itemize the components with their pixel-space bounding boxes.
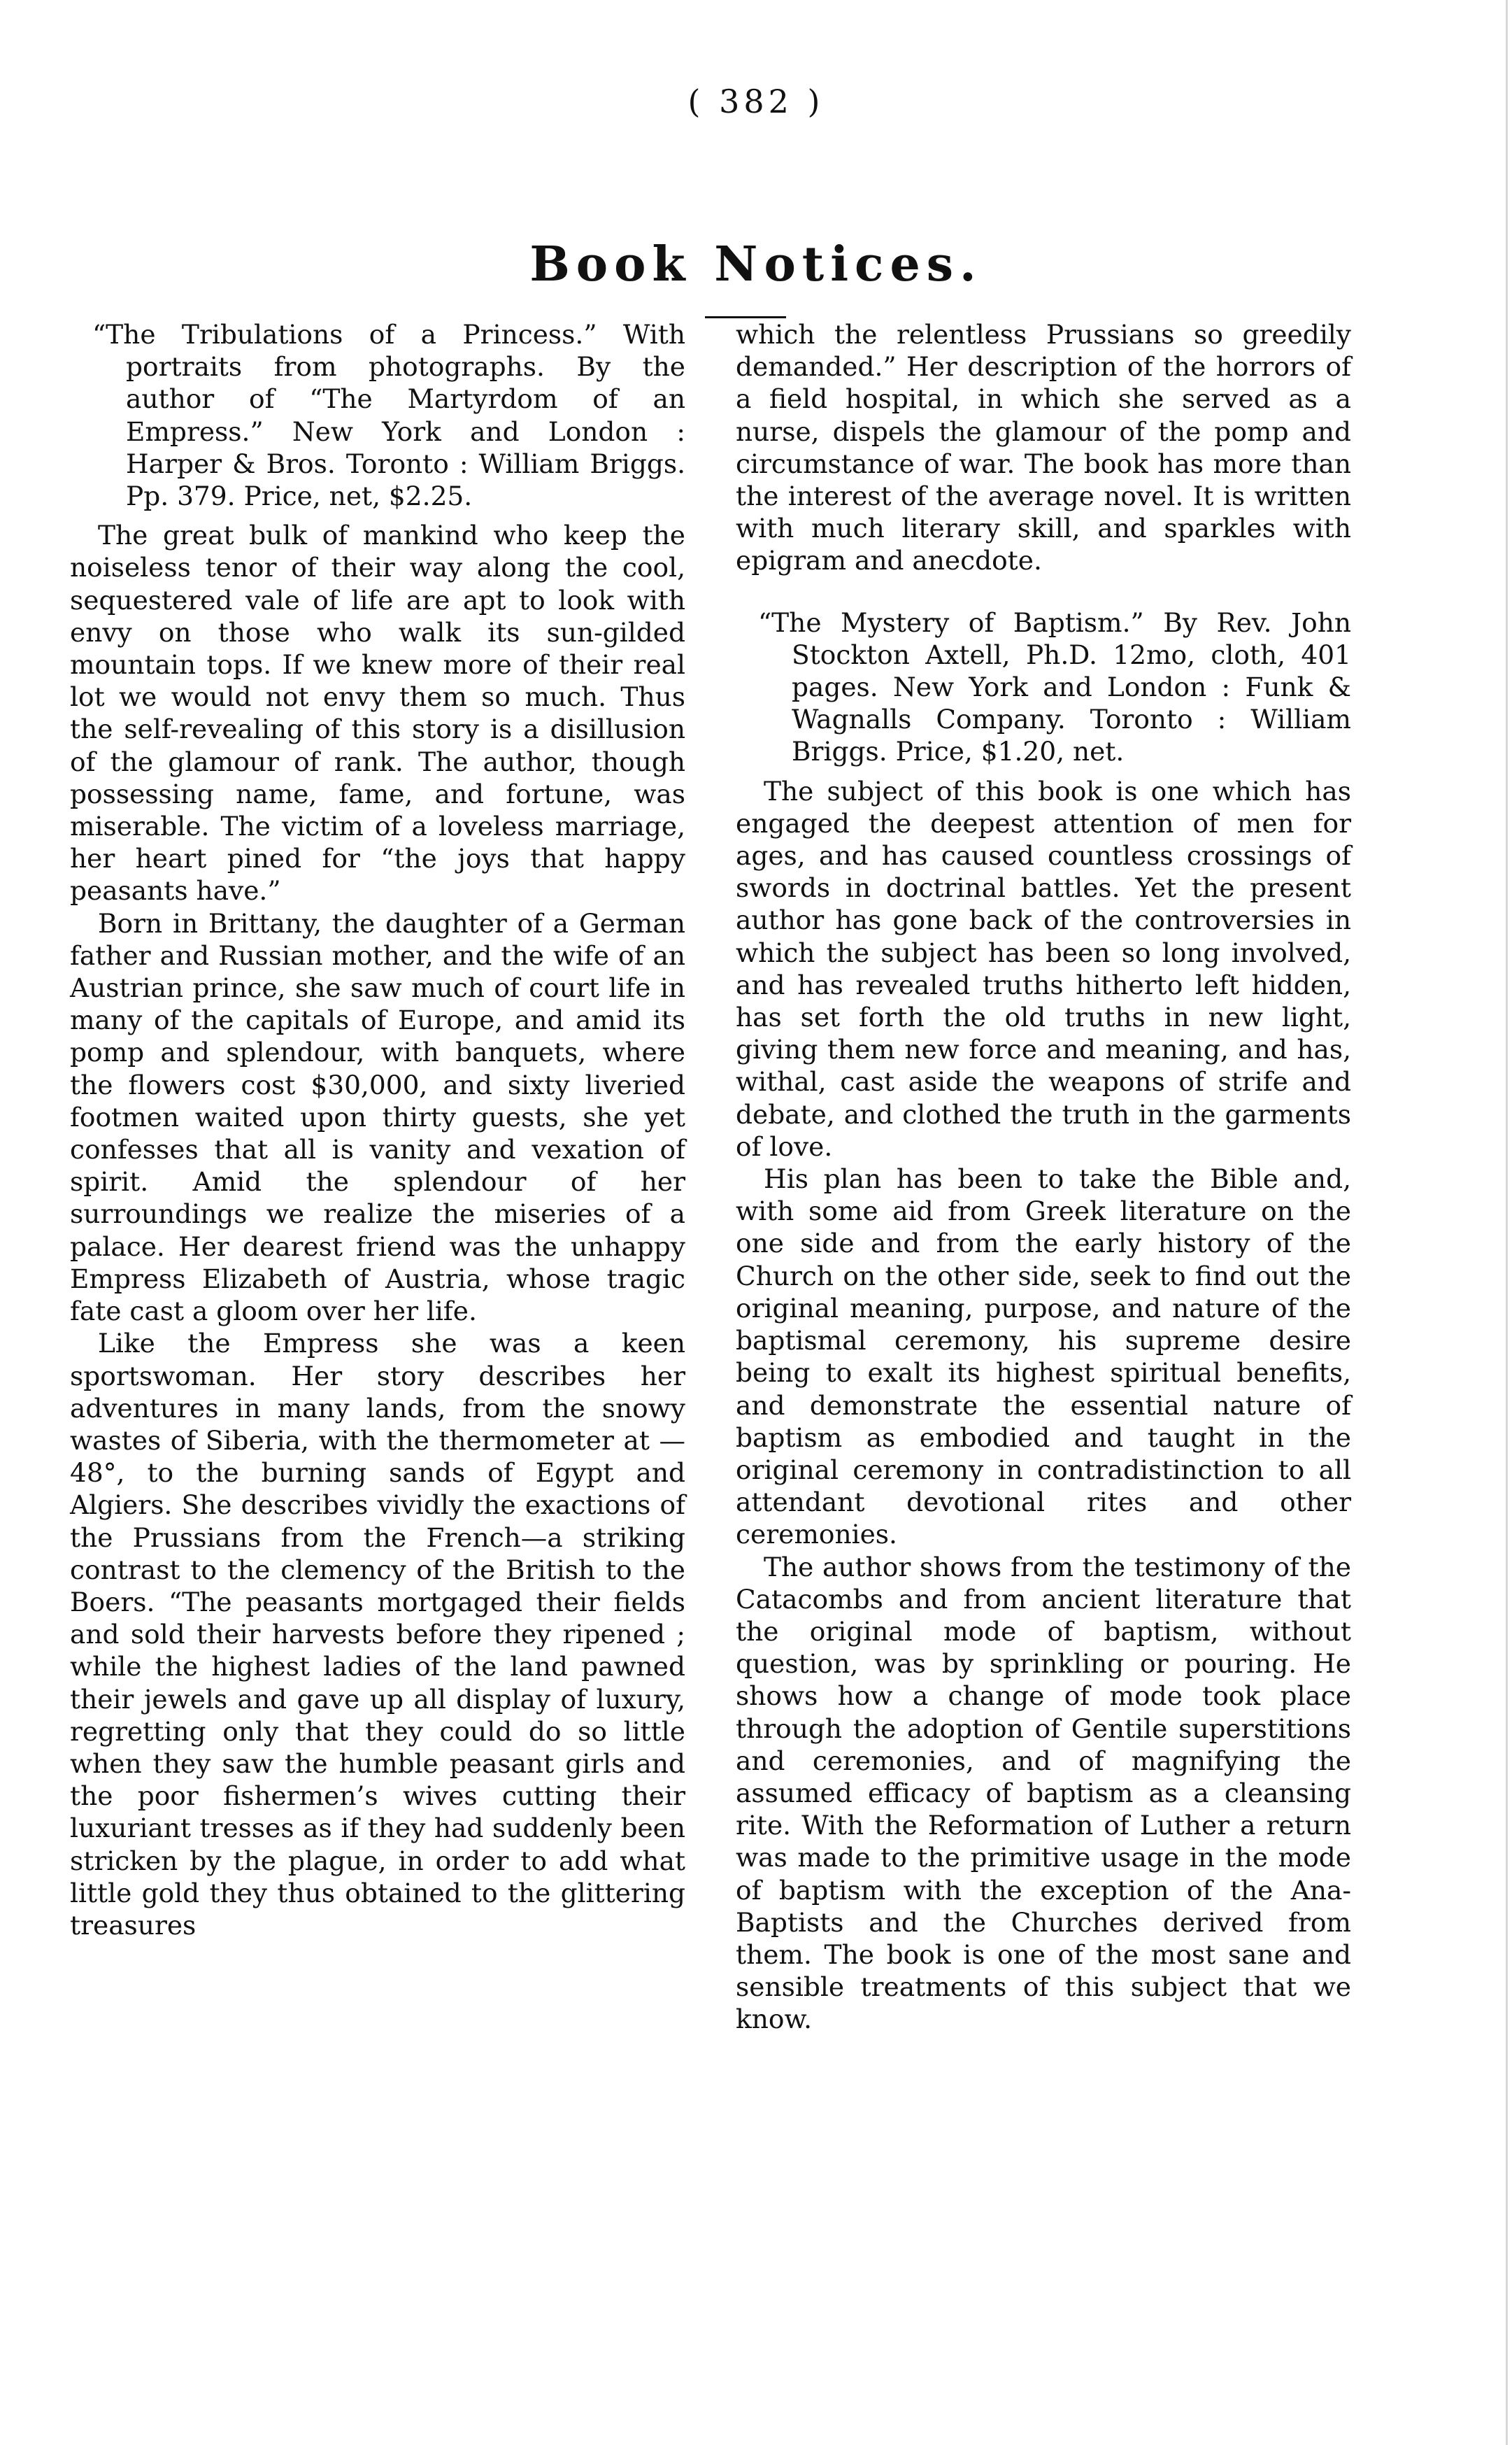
notice-paragraph: The great bulk of mankind who keep the noiseless tenor of their way along the cool, sequestered vale of life are apt to look with envy on those who walk its sun-gilded mountain tops. If we knew more of their real lot we would not envy them so much. Thus the self-revealing of this story is a disillusion of the glamour of rank. The author, though possessing name, fame, and fortune, was miserable. The victim of a loveless marriage, her heart pined for “the joys that happy peasants have.” (70, 520, 685, 907)
scan-edge-line (1506, 0, 1508, 2445)
notice-paragraph-continued: which the relentless Prussians so greedily demanded.” Her description of the horrors of a field hospital, in which she served as a nurse, dispels the glamour of the pomp and circumstance of war. The book has more than the interest of the average novel. It is written with much literary skill, and sparkles with epigram and anecdote. (736, 319, 1351, 576)
notice-paragraph: His plan has been to take the Bible and, with some aid from Greek literature on the one side and from the early history of the Church on the other side, seek to find out the original meaning, purpose, and nature of the baptismal ceremony, his supreme desire being to exalt its highest spiritual benefits, and demonstrate the essential nature of baptism as embodied and taught in the original ceremony in contradistinction to all attendant devotional rites and other ceremonies. (736, 1163, 1351, 1550)
page-number: ( 382 ) (687, 83, 825, 120)
section-spacer (736, 577, 1351, 607)
notice-paragraph: The subject of this book is one which has engaged the deepest attention of men for ages, and has caused countless crossings of swords in doctrinal battles. Yet the present author has gone back of the controversies in which the subject has been so long involved, and has revealed truths hitherto left hidden, has set forth the old truths in new light, giving them new force and meaning, and has, withal, cast aside the weapons of strife and debate, and clothed the truth in the garments of love. (736, 775, 1351, 1162)
page-title: Book Notices. (529, 236, 983, 292)
notice-paragraph: Born in Brittany, the daughter of a German father and Russian mother, and the wife of an Austrian prince, she saw much of court life in many of the capitals of Europe, and amid its pomp and splendour, with banquets, where the flowers cost $30,000, and sixty liveried footmen waited upon thirty guests, she yet confesses that all is vanity and vexation of spirit. Amid the splendour of her surroundings we realize the miseries of a palace. Her dearest friend was the unhappy Empress Elizabeth of Austria, whose tragic fate cast a gloom over her life. (70, 907, 685, 1327)
notice-heading-baptism: “The Mystery of Baptism.” By Rev. John Stockton Axtell, Ph.D. 12mo, cloth, 401 pages. New York and London : Funk & Wagnalls Company. Toronto : William Briggs. Price, $1.20, net. (758, 607, 1351, 767)
right-column (736, 318, 1351, 2036)
left-column (70, 318, 685, 1941)
notice-paragraph: Like the Empress she was a keen sportswoman. Her story describes her adventures in many lands, from the snowy wastes of Siberia, with the thermometer at — 48°, to the burning sands of Egypt and Algiers. She describes vividly the exactions of the Prussians from the French—a striking contrast to the clemency of the British to the Boers. “The peasants mortgaged their fields and sold their harvests before they ripened ; while the highest ladies of the land pawned their jewels and gave up all display of luxury, regretting only that they could do so little when they saw the humble peasant girls and the poor fishermen’s wives cutting their luxuriant tresses as if they had suddenly been stricken by the plague, in order to add what little gold they thus obtained to the glittering treasures (70, 1328, 685, 1941)
notice-paragraph: The author shows from the testimony of the Catacombs and from ancient literature that the original mode of baptism, without question, was by sprinkling or pouring. He shows how a change of mode took place through the adoption of Gentile superstitions and ceremonies, and of magnifying the assumed efficacy of baptism as a cleansing rite. With the Reformation of Luther a return was made to the primitive usage in the mode of baptism with the exception of the Ana-Baptists and the Churches derived from them. The book is one of the most sane and sensible treatments of this subject that we know. (736, 1551, 1351, 2035)
notice-heading-tribulations: “The Tribulations of a Princess.” With portraits from photographs. By the author of “The Martyrdom of an Empress.” New York and London : Harper & Bros. Toronto : William Briggs. Pp. 379. Price, net, $2.25. (92, 319, 685, 512)
